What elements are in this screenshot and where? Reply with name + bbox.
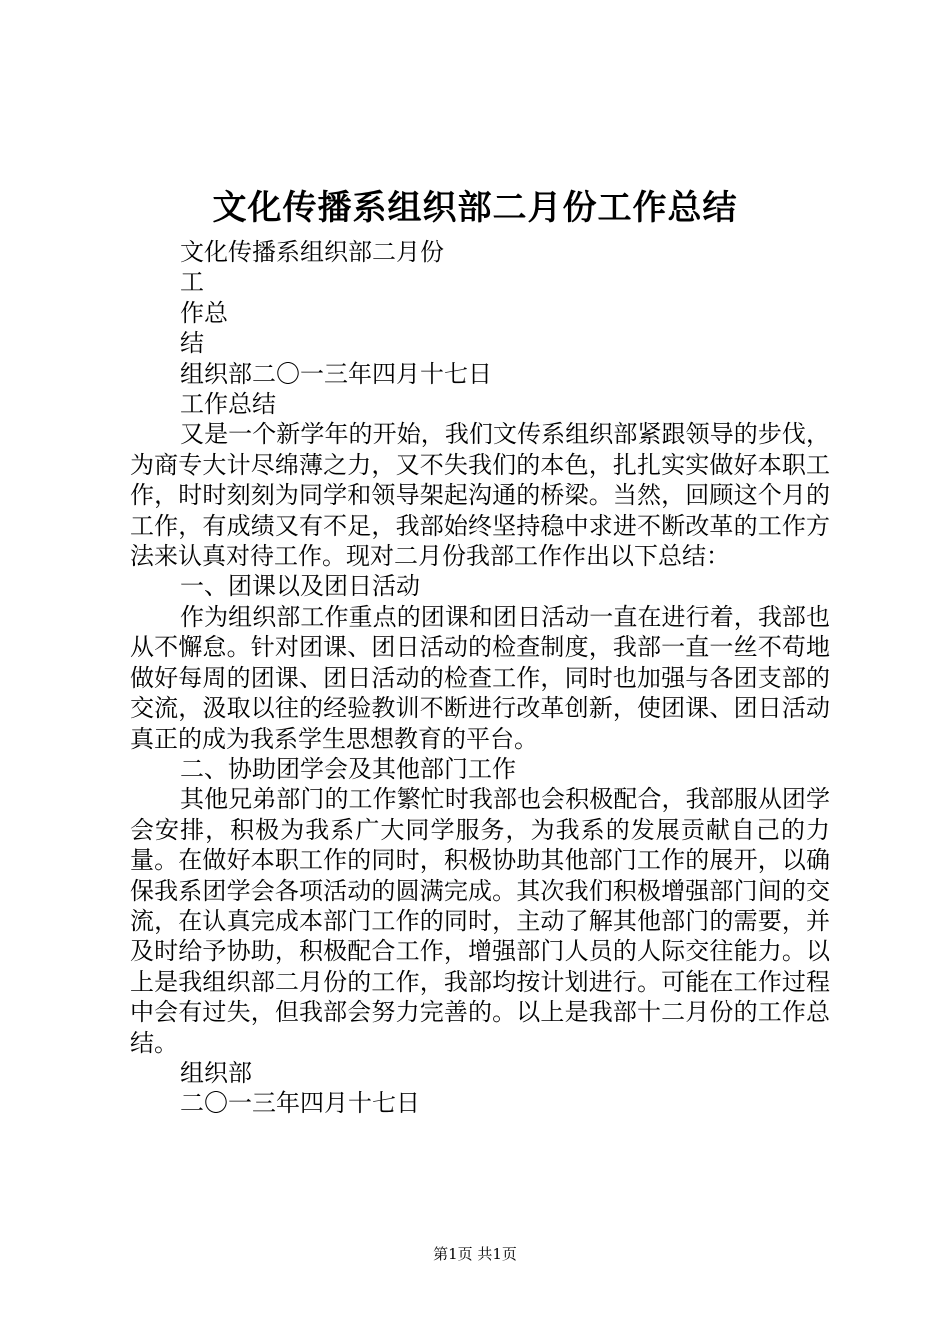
intro-paragraph: 又是一个新学年的开始，我们文传系组织部紧跟领导的步伐，为商专大计尽绵薄之力，又不失我们的本色，扎扎实实做好本职工作，时时刻刻为同学和领导架起沟通的桥梁。当然，回顾这个月的工作，有成绩又有不足，我部始终坚持稳中求进不断改革的工作方法来认真对待工作。现对二月份我部工作作出以下总结： bbox=[130, 420, 830, 571]
signature-date: 二〇一三年四月十七日 bbox=[180, 1089, 420, 1118]
document-title: 文化传播系组织部二月份工作总结 bbox=[212, 188, 738, 228]
section-2-heading: 二、协助团学会及其他部门工作 bbox=[180, 754, 516, 783]
signature: 组织部 bbox=[180, 1058, 252, 1087]
header-line-1: 文化传播系组织部二月份 bbox=[180, 238, 444, 266]
page-footer: 第1页 共1页 bbox=[433, 1245, 517, 1263]
header-line-4: 结 bbox=[180, 329, 204, 358]
subtitle-line: 工作总结 bbox=[180, 390, 276, 419]
section-1-paragraph: 作为组织部工作重点的团课和团日活动一直在进行着，我部也从不懈怠。针对团课、团日活动的检查制度，我部一直一丝不苟地做好每周的团课、团日活动的检查工作，同时也加强与各团支部的交流，汲取以往的经验教训不断进行改革创新，使团课、团日活动真正的成为我系学生思想教育的平台。 bbox=[130, 602, 830, 753]
header-line-3: 作总 bbox=[180, 298, 228, 327]
section-1-heading: 一、团课以及团日活动 bbox=[180, 572, 420, 601]
header-line-2: 工 bbox=[180, 268, 204, 297]
document-body bbox=[130, 237, 830, 1119]
section-2-paragraph: 其他兄弟部门的工作繁忙时我部也会积极配合，我部服从团学会安排，积极为我系广大同学服务，为我系的发展贡献自己的力量。在做好本职工作的同时，积极协助其他部门工作的展开，以确保我系团学会各项活动的圆满完成。其次我们积极增强部门间的交流，在认真完成本部门工作的同时，主动了解其他部门的需要，并及时给予协助，积极配合工作，增强部门人员的人际交往能力。以上是我组织部二月份的工作，我部均按计划进行。可能在工作过程中会有过失，但我部会努力完善的。以上是我部十二月份的工作总结。 bbox=[130, 785, 830, 1057]
header-date-line: 组织部二〇一三年四月十七日 bbox=[180, 359, 492, 388]
